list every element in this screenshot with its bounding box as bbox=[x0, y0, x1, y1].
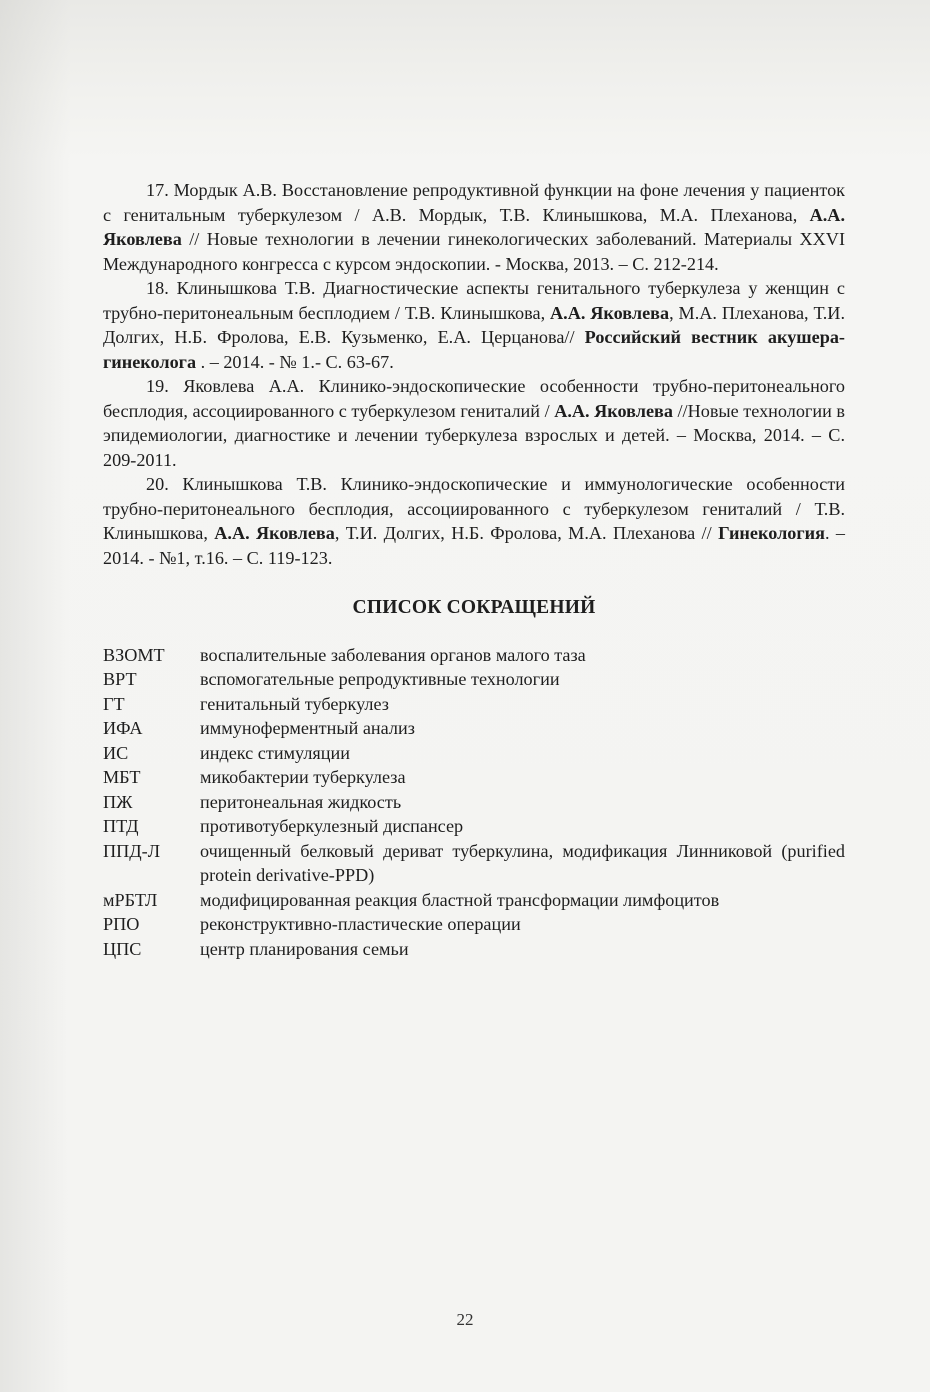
reference-text: . – 2014. - №1, т.16. – С. 119-123. bbox=[103, 523, 845, 568]
abbreviation-term: ВЗОМТ bbox=[103, 644, 165, 665]
reference-item bbox=[103, 276, 845, 374]
reference-bold-text: А.А. Яковлева bbox=[214, 523, 335, 543]
abbreviation-term: РПО bbox=[103, 914, 140, 934]
reference-text: . – 2014. - № 1.- С. 63-67. bbox=[196, 351, 394, 372]
abbreviation-term: ИС bbox=[103, 742, 129, 763]
abbreviation-definition: иммуноферментный анализ bbox=[200, 718, 415, 738]
abbreviation-row bbox=[103, 643, 845, 668]
reference-bold-text: Гинекология bbox=[718, 523, 825, 543]
abbreviation-definition: центр планирования семьи bbox=[200, 938, 409, 959]
abbreviation-definition: генитальный туберкулез bbox=[200, 693, 389, 714]
abbreviation-term: ПЖ bbox=[103, 791, 133, 812]
reference-item bbox=[103, 178, 845, 276]
reference-text: 18. Клинышкова Т.В. Диагностические аспекты генитального туберкулеза у женщин с трубно-перитонеальным бесплодием / Т.В. Клинышкова, bbox=[103, 278, 845, 323]
abbreviations-list bbox=[103, 643, 845, 962]
abbreviation-row bbox=[103, 716, 845, 741]
page-number: 22 bbox=[456, 1310, 474, 1329]
abbreviation-row bbox=[103, 912, 845, 937]
abbreviation-row bbox=[103, 814, 845, 839]
abbreviation-row bbox=[103, 741, 845, 766]
abbreviation-definition: перитонеальная жидкость bbox=[200, 791, 402, 812]
abbreviation-definition: микобактерии туберкулеза bbox=[200, 767, 406, 787]
page-content bbox=[103, 178, 845, 961]
abbreviation-definition: модифицированная реакция бластной трансформации лимфоцитов bbox=[200, 889, 720, 910]
reference-text: // Новые технологии в лечении гинекологических заболеваний. Материалы XXVI Международного конгресса с курсом эндоскопии. - Москва, 2013. – С. 212-214. bbox=[103, 229, 845, 274]
reference-list bbox=[103, 178, 845, 570]
reference-text: , М.А. Плеханова, Т.И. Долгих, Н.Б. Фролова, Е.В. Кузьменко, Е.А. Церцанова// bbox=[103, 302, 845, 347]
abbreviation-term: мРБТЛ bbox=[103, 889, 158, 910]
abbreviations-heading: СПИСОК СОКРАЩЕНИЙ bbox=[352, 597, 596, 618]
abbreviation-term: ГТ bbox=[103, 693, 125, 714]
abbreviation-row bbox=[103, 790, 845, 815]
reference-item bbox=[103, 472, 845, 570]
abbreviation-row bbox=[103, 937, 845, 962]
abbreviation-row bbox=[103, 692, 845, 717]
abbreviation-row bbox=[103, 839, 845, 888]
reference-text: , Т.И. Долгих, Н.Б. Фролова, М.А. Плеханова // bbox=[334, 523, 719, 543]
reference-bold-text: А.А. Яковлева bbox=[103, 204, 845, 249]
reference-text: 19. Яковлева А.А. Клинико-эндоскопические особенности трубно-перитонеального бесплодия, ассоциированного с туберкулезом гениталий / bbox=[103, 376, 845, 421]
reference-bold-text: А.А. Яковлева bbox=[554, 400, 673, 421]
abbreviation-term: ИФА bbox=[103, 718, 143, 738]
reference-item bbox=[103, 374, 845, 472]
abbreviation-term: ВРТ bbox=[103, 669, 137, 689]
abbreviation-definition: очищенный белковый дериват туберкулина, модификация Линниковой (purified protein derivative-PPD) bbox=[200, 840, 845, 885]
reference-text: 20. Клинышкова Т.В. Клинико-эндоскопические и иммунологические особенности трубно-перитонеального бесплодия, ассоциированного с туберкулезом гениталий / Т.В. Клинышкова, bbox=[103, 474, 845, 543]
abbreviation-row bbox=[103, 765, 845, 790]
abbreviation-definition: воспалительные заболевания органов малого таза bbox=[200, 644, 586, 665]
reference-text: 17. Мордык А.В. Восстановление репродуктивной функции на фоне лечения у пациенток с генитальным туберкулезом / А.В. Мордык, Т.В. Клинышкова, М.А. Плеханова, bbox=[103, 180, 845, 225]
abbreviation-definition: вспомогательные репродуктивные технологии bbox=[200, 669, 560, 689]
abbreviation-row bbox=[103, 667, 845, 692]
reference-text: //Новые технологии в эпидемиологии, диагностике и лечении туберкулеза взрослых и детей. – Москва, 2014. – С. 209-2011. bbox=[103, 400, 845, 470]
abbreviation-term: ЦПС bbox=[103, 938, 142, 959]
abbreviation-row bbox=[103, 888, 845, 913]
abbreviation-term: ПТД bbox=[103, 816, 139, 836]
abbreviation-definition: реконструктивно-пластические операции bbox=[200, 914, 521, 934]
reference-bold-text: А.А. Яковлева bbox=[550, 302, 670, 323]
scan-shadow bbox=[0, 0, 70, 1392]
reference-bold-text: Российский вестник акушера-гинеколога bbox=[103, 327, 845, 372]
abbreviation-term: МБТ bbox=[103, 767, 141, 787]
abbreviation-definition: противотуберкулезный диспансер bbox=[200, 816, 464, 836]
abbreviation-term: ППД-Л bbox=[103, 840, 161, 861]
abbreviation-definition: индекс стимуляции bbox=[200, 742, 350, 763]
